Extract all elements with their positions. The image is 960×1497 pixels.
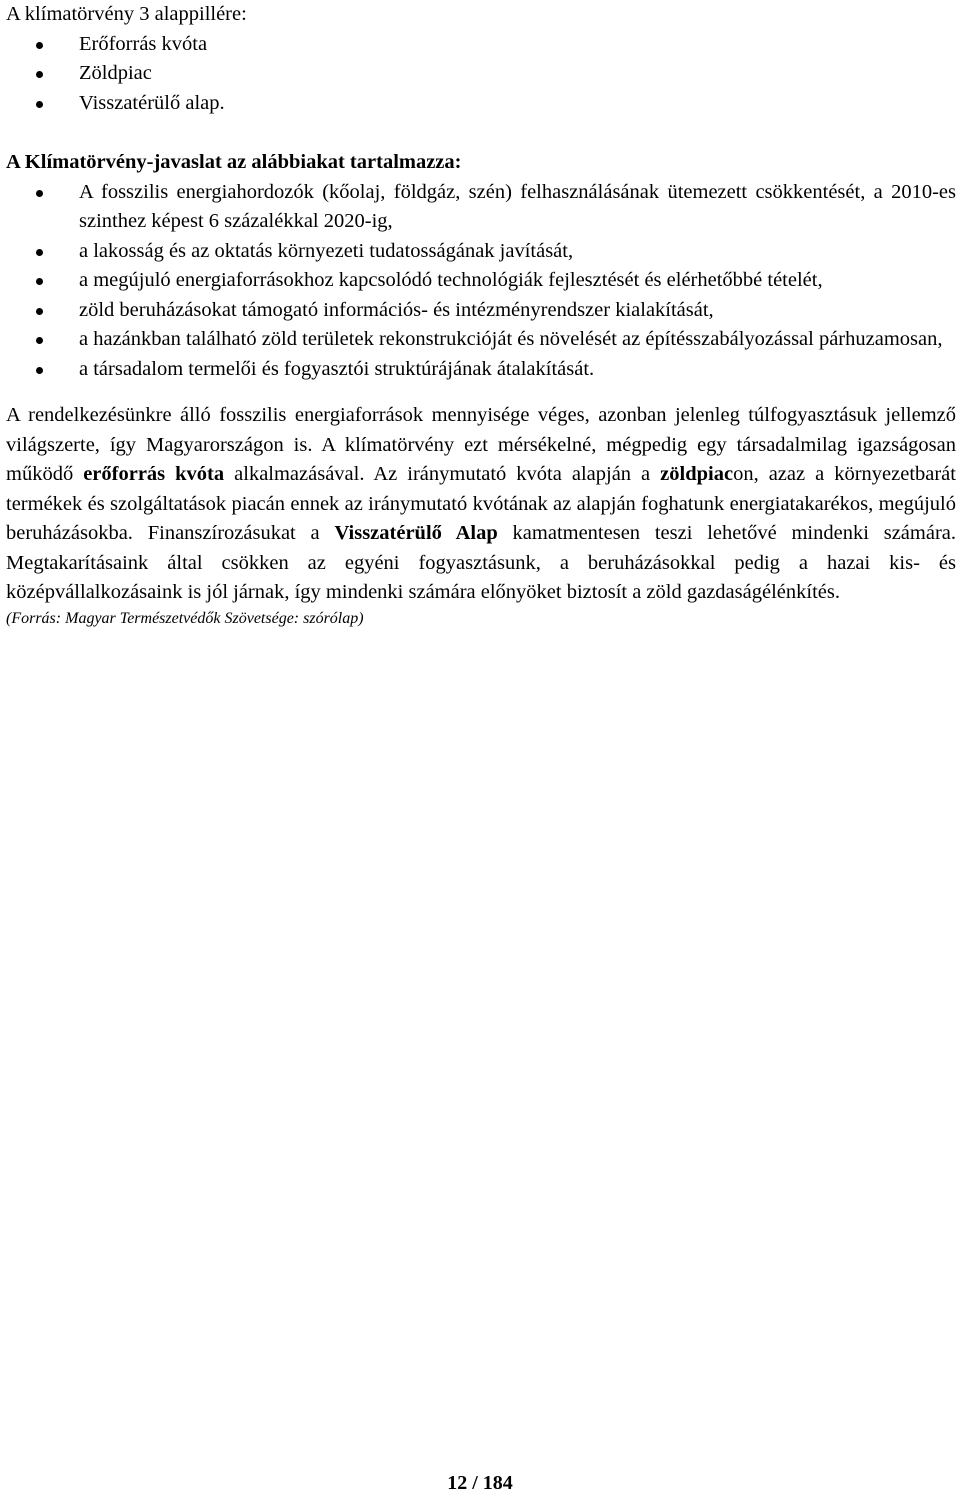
bold-term-returning-fund: Visszatérülő Alap — [334, 522, 498, 544]
bullet-icon — [36, 42, 43, 49]
page-number: 12 / 184 — [447, 1472, 513, 1494]
document-page — [6, 0, 956, 630]
bullet-icon — [36, 278, 43, 285]
bullet-icon — [36, 308, 43, 315]
bullet-icon — [36, 367, 43, 374]
body-paragraph: A rendelkezésünkre álló fosszilis energiaforrások mennyisége véges, azonban jelenleg túlfogyasztásuk jellemző világszerte, így Magyarországon is. A klímatörvény ezt mérsékelné, mégpedig egy társadalmilag igazságosan működő erőforrás kvóta alkalmazásával. Az iránymutató kvóta alapján a zöldpiacon, azaz a környezetbarát termékek és szolgáltatások piacán ennek az iránymutató kvótának az alapján foghatunk energiatakarékos, megújuló beruházásokba. Finanszírozásukat a Visszatérülő Alap kamatmentesen teszi lehetővé mindenki számára. Megtakarításaink által csökken az egyéni fogyasztásunk, a beruházásokkal pedig a hazai kis- és középvállalkozásaink is jól járnak, így mindenki számára előnyöket biztosít a zöld gazdaságélénkítés. — [6, 404, 957, 603]
list-item: zöld beruházásokat támogató információs- és intézményrendszer kialakítását, — [6, 296, 956, 326]
list-item: Erőforrás kvóta — [6, 30, 956, 60]
intro-list — [6, 30, 956, 119]
bullet-icon — [36, 190, 43, 197]
list-item: Zöldpiac — [6, 59, 956, 89]
bold-term-resource-quota: erőforrás kvóta — [83, 463, 225, 485]
list-item: A fosszilis energiahordozók (kőolaj, földgáz, szén) felhasználásának ütemezett csökkentését, a 2010-es szinthez képest 6 százalékkal 2020-ig, — [6, 178, 956, 237]
list-item: a hazánkban található zöld területek rekonstrukcióját és növelését az építésszabályozással párhuzamosan, — [6, 325, 956, 355]
bullet-icon — [36, 101, 43, 108]
list-item: Visszatérülő alap. — [6, 89, 956, 119]
bullet-icon — [36, 337, 43, 344]
intro-title: A klímatörvény 3 alappillére: — [6, 3, 247, 25]
list-item: a társadalom termelői és fogyasztói struktúrájának átalakítását. — [6, 355, 956, 385]
bullet-icon — [36, 71, 43, 78]
proposal-list — [6, 178, 956, 385]
bullet-icon — [36, 249, 43, 256]
bold-term-green-market: zöldpiac — [660, 463, 734, 485]
proposal-heading: A Klímatörvény-javaslat az alábbiakat tartalmazza: — [6, 151, 462, 173]
list-item: a lakosság és az oktatás környezeti tudatosságának javítását, — [6, 237, 956, 267]
source-citation: (Forrás: Magyar Természetvédők Szövetsége: szórólap) — [6, 609, 364, 627]
list-item: a megújuló energiaforrásokhoz kapcsolódó technológiák fejlesztését és elérhetőbbé tételét, — [6, 266, 956, 296]
